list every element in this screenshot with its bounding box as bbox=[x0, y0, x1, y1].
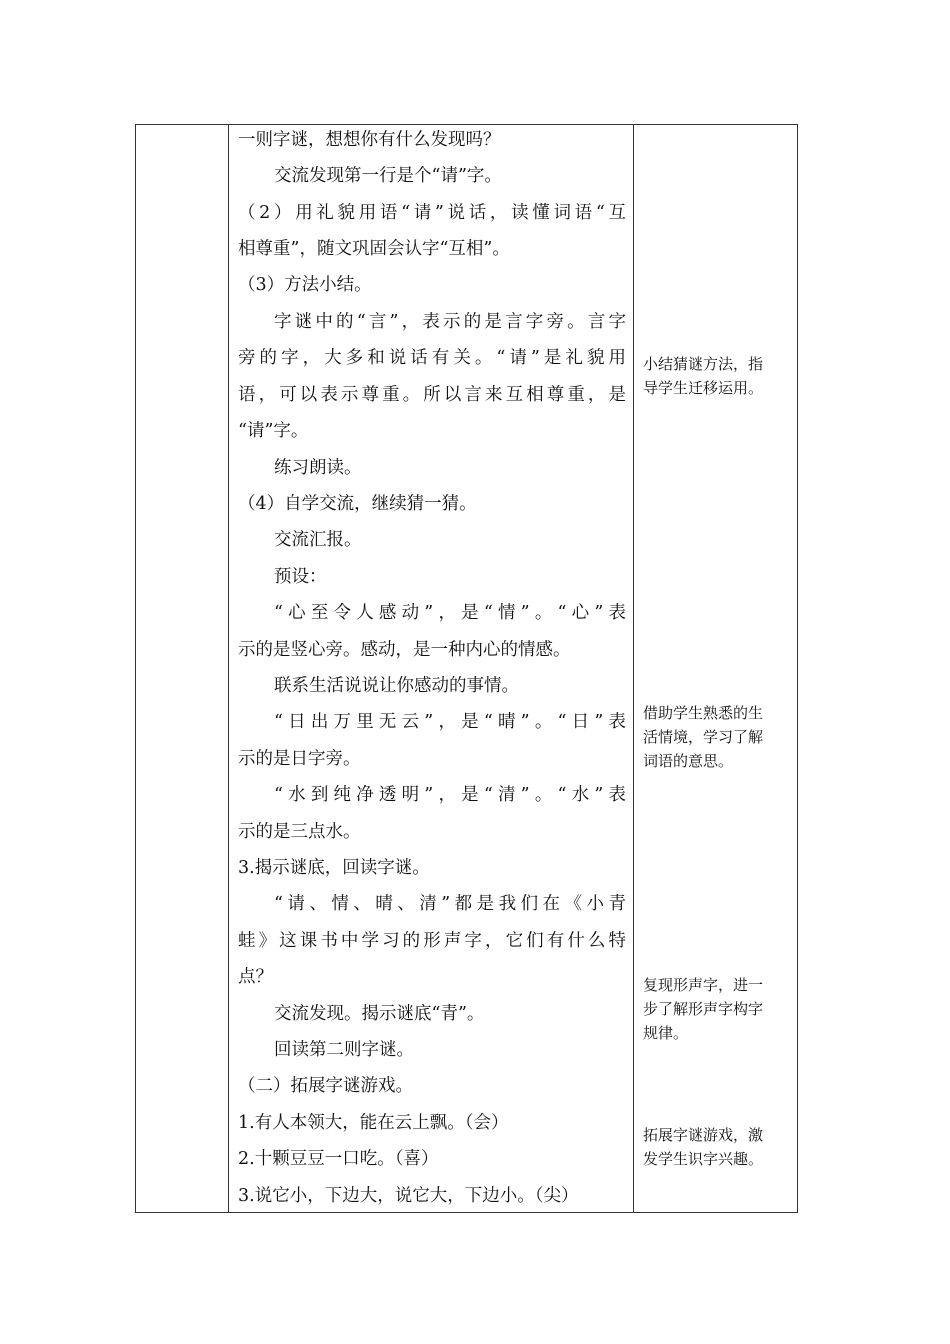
text-line: 示的是三点水。 bbox=[238, 822, 361, 842]
text-line: 交流汇报。 bbox=[274, 530, 362, 550]
text-line: “水到纯净透明”，是“清”。“水”表 bbox=[274, 785, 626, 805]
text-line: 交流发现。揭示谜底“青”。 bbox=[274, 1004, 485, 1024]
text-line: 交流发现第一行是个“请”字。 bbox=[274, 166, 502, 186]
text-line: “日出万里无云”，是“晴”。“日”表 bbox=[274, 712, 626, 732]
design-note: 借助学生熟悉的生 活情境，学习了解 词语的意思。 bbox=[643, 704, 764, 770]
text-line: 相尊重”，随文巩固会认字“互相”。 bbox=[238, 239, 510, 259]
text-line: 一则字谜，想想你有什么发现吗？ bbox=[238, 130, 501, 150]
lesson-table bbox=[135, 124, 798, 1213]
text-line: 练习朗读。 bbox=[274, 458, 362, 478]
text-line: “心至令人感动”，是“情”。“心”表 bbox=[274, 603, 626, 623]
text-line: 1.有人本领大，能在云上飘。（会） bbox=[238, 1113, 509, 1133]
design-note: 拓展字谜游戏，激 发学生识字兴趣。 bbox=[643, 1126, 764, 1168]
text-line: （2）用礼貌用语“请”说话，读懂词语“互 bbox=[238, 203, 626, 223]
text-line: 联系生活说说让你感动的事情。 bbox=[274, 676, 519, 696]
text-line: “请”字。 bbox=[238, 421, 309, 441]
text-line: 旁的字，大多和说话有关。“请”是礼貌用 bbox=[238, 348, 626, 368]
text-line: 蛙》这课书中学习的形声字，它们有什么特 bbox=[238, 931, 626, 951]
text-line: 字谜中的“言”，表示的是言字旁。言字 bbox=[274, 312, 626, 332]
text-line: 示的是竖心旁。感动，是一种内心的情感。 bbox=[238, 640, 571, 660]
text-line: 示的是日字旁。 bbox=[238, 749, 361, 769]
text-line: 3.揭示谜底，回读字谜。 bbox=[238, 858, 430, 878]
text-line: （二）拓展字谜游戏。 bbox=[238, 1076, 413, 1096]
text-line: 语，可以表示尊重。所以言来互相尊重，是 bbox=[238, 385, 626, 405]
column-divider bbox=[228, 125, 229, 1212]
text-line: （3）方法小结。 bbox=[238, 275, 372, 295]
column-divider bbox=[633, 125, 634, 1212]
text-line: （4）自学交流，继续猜一猜。 bbox=[238, 494, 477, 514]
text-line: 预设： bbox=[274, 567, 327, 587]
text-line: 2.十颗豆豆一口吃。（喜） bbox=[238, 1149, 439, 1169]
text-line: 3.说它小，下边大，说它大，下边小。（尖） bbox=[238, 1186, 579, 1206]
design-note: 复现形声字，进一 步了解形声字构字 规律。 bbox=[643, 976, 764, 1042]
text-line: 点？ bbox=[238, 967, 273, 987]
text-line: 回读第二则字谜。 bbox=[274, 1040, 414, 1060]
text-line: “请、情、晴、清”都是我们在《小青 bbox=[274, 894, 626, 914]
design-note: 小结猜谜方法，指 导学生迁移运用。 bbox=[643, 355, 764, 397]
